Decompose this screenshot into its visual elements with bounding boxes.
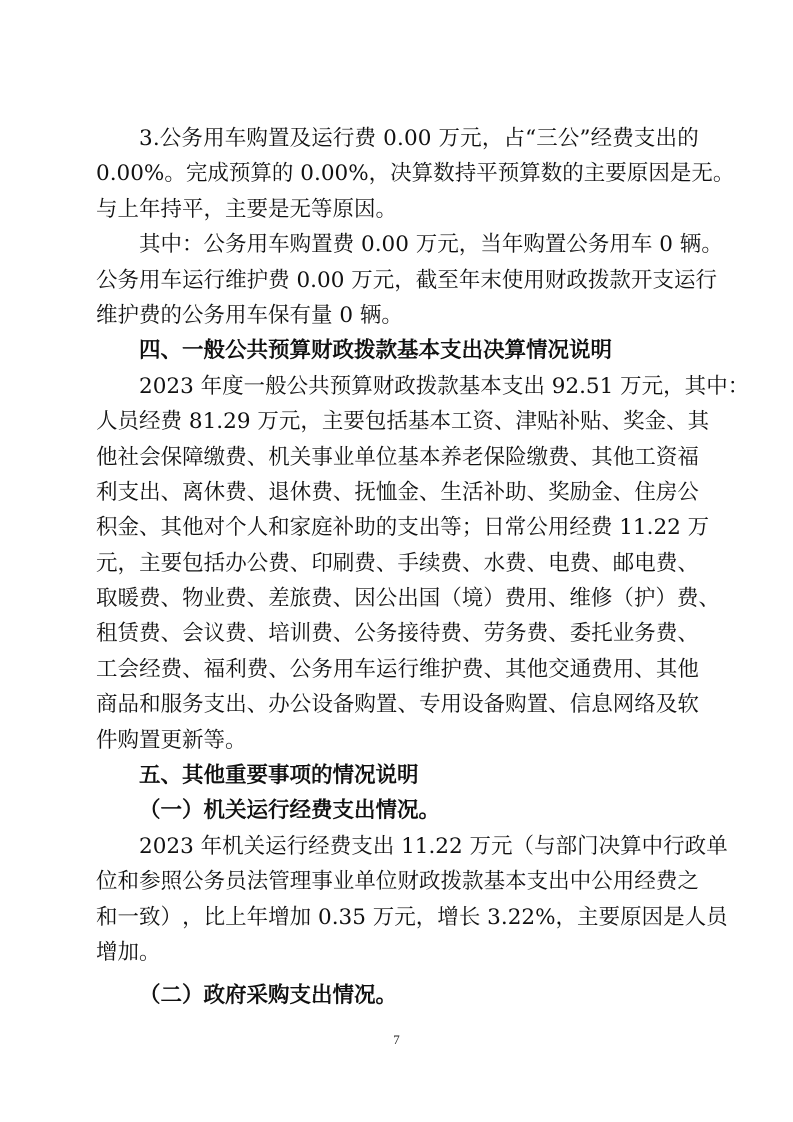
- text-line: 租 赁 费 、 会 议 费 、 培 训 费 、 公 务 接 待 费 、 劳 务 费 、 委 托 业 务 费 、: [96, 621, 699, 647]
- text-line: 利 支 出 、 离 休 费 、 退 休 费 、 抚 恤 金 、 生 活 补 助 、 奖 励 金 、 住 房 公: [96, 479, 699, 505]
- text-line: 件购置更新等。: [96, 727, 247, 753]
- text-line: 他 社 会 保 障 缴 费 、 机 关 事 业 单 位 基 本 养 老 保 险 缴 费 、 其 他 工 资 福: [96, 444, 699, 470]
- text-line: 0 . 0 0 % 。 完 成 预 算 的 0 . 0 0 % ， 决 算 数 持 平 预 算 数 的 主 要 原 因 是 无 。: [96, 161, 735, 187]
- text-line: 工 会 经 费 、 福 利 费 、 公 务 用 车 运 行 维 护 费 、 其 他 交 通 费 用 、 其 他: [96, 656, 699, 682]
- spacer: [96, 970, 699, 978]
- text-line: 其 中 ： 公 务 用 车 购 置 费 0 . 0 0 万 元 ， 当 年 购 置 公 务 用 车 0 辆 。: [139, 232, 723, 258]
- text-line: 2 0 2 3 年 机 关 运 行 经 费 支 出 1 1 . 2 2 万 元 （ 与 部 门 决 算 中 行 政 单: [139, 833, 728, 859]
- text-line: 增加。: [96, 939, 161, 965]
- page-number: 7: [393, 1032, 400, 1047]
- text-line: 积 金 、 其 他 对 个 人 和 家 庭 补 助 的 支 出 等 ； 日 常 公 用 经 费 1 1 . 2 2 万: [96, 515, 710, 541]
- document-body: [96, 121, 750, 1014]
- subsection-heading-1: （一）机关运行经费支出情况。: [139, 798, 441, 824]
- text-line: 元 ， 主 要 包 括 办 公 费 、 印 刷 费 、 手 续 费 、 水 费 、 电 费 、 邮 电 费 、: [96, 550, 699, 576]
- text-line: 3 . 公 务 用 车 购 置 及 运 行 费 0 . 0 0 万 元 ， 占 “ 三 公 ” 经 费 支 出 的: [139, 126, 699, 151]
- section-heading-4: 四、一般公共预算财政拨款基本支出决算情况说明: [139, 338, 613, 364]
- text-line: 取 暖 费 、 物 业 费 、 差 旅 费 、 因 公 出 国 （ 境 ） 费 用 、 维 修 （ 护 ） 费 、: [96, 586, 720, 612]
- text-line: 公 务 用 车 运 行 维 护 费 0 . 0 0 万 元 ， 截 至 年 末 使 用 财 政 拨 款 开 支 运 行: [96, 267, 717, 293]
- text-line: 维护费的公务用车保有量 0 辆。: [96, 302, 403, 328]
- text-line: 与上年持平，主要是无等原因。: [96, 196, 398, 222]
- text-line: 2 0 2 3 年 度 一 般 公 共 预 算 财 政 拨 款 基 本 支 出 9 2 . 5 1 万 元 ， 其 中 ：: [139, 373, 750, 399]
- text-line: 商 品 和 服 务 支 出 、 办 公 设 备 购 置 、 专 用 设 备 购 置 、 信 息 网 络 及 软: [96, 692, 699, 718]
- text-line: 和 一 致 ） ， 比 上 年 增 加 0 . 3 5 万 元 ， 增 长 3 . 2 2 % ， 主 要 原 因 是 人 员: [96, 904, 728, 930]
- subsection-heading-2: （二）政府采购支出情况。: [139, 983, 398, 1009]
- section-heading-5: 五、其他重要事项的情况说明: [139, 763, 419, 789]
- text-line: 人 员 经 费 8 1 . 2 9 万 元 ， 主 要 包 括 基 本 工 资 、 津 贴 补 贴 、 奖 金 、 其: [96, 409, 710, 435]
- text-line: 位 和 参 照 公 务 员 法 管 理 事 业 单 位 财 政 拨 款 基 本 支 出 中 公 用 经 费 之: [96, 869, 699, 895]
